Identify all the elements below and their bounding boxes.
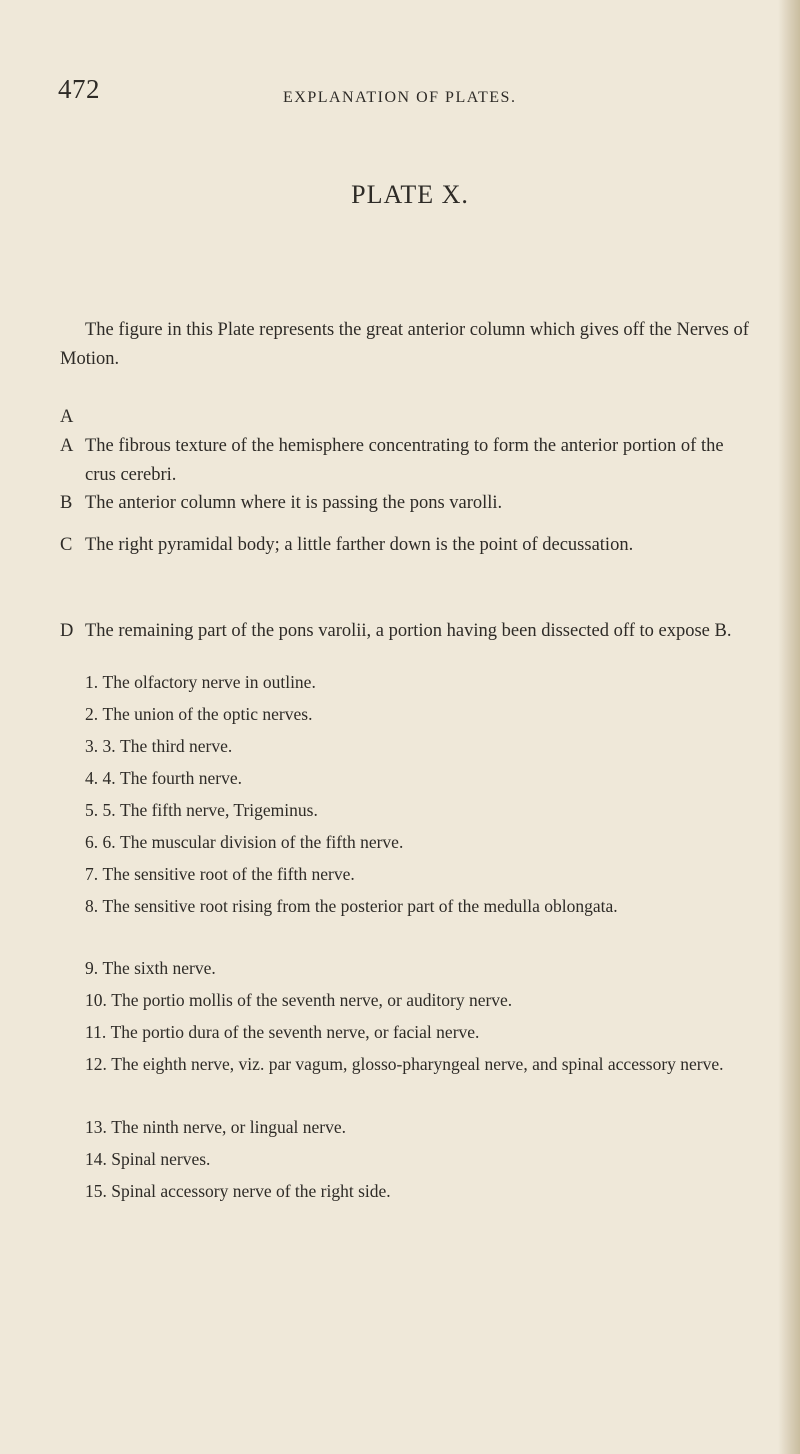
item-text: Spinal nerves.: [111, 1149, 211, 1169]
item-text: The eighth nerve, viz. par vagum, glosso-pharyngeal nerve, and spinal accessory nerve.: [111, 1054, 724, 1074]
item-text: The union of the optic nerves.: [102, 704, 313, 724]
item-number: 12.: [85, 1054, 107, 1074]
item-text: The sensitive root of the fifth nerve.: [102, 864, 355, 884]
list-item: [85, 829, 765, 856]
entry-c: [60, 531, 758, 560]
item-number: 7.: [85, 864, 99, 884]
item-number: 14.: [85, 1149, 107, 1169]
item-number: 13.: [85, 1117, 107, 1137]
entry-text: The anterior column where it is passing the pons varolli.: [85, 493, 503, 513]
list-item: [85, 987, 765, 1014]
running-head: EXPLANATION OF PLATES.: [283, 89, 517, 106]
item-text: The portio dura of the seventh nerve, or facial nerve.: [110, 1022, 480, 1042]
entry-key: D: [60, 621, 74, 641]
item-text: Spinal accessory nerve of the right side.: [111, 1181, 391, 1201]
item-text: The fifth nerve, Trigeminus.: [120, 800, 318, 820]
item-number: 10.: [85, 990, 107, 1010]
list-item: [85, 669, 765, 696]
entry-key: C: [60, 535, 73, 555]
list-item: [85, 1146, 765, 1173]
item-text: The portio mollis of the seventh nerve, or auditory nerve.: [111, 990, 513, 1010]
list-item: [85, 765, 765, 792]
list-item: [85, 733, 765, 760]
item-number: 11.: [85, 1022, 107, 1042]
page-edge-shadow: [778, 0, 800, 1454]
list-item: [85, 1019, 765, 1046]
list-item: [85, 1178, 765, 1205]
item-number: 4. 4.: [85, 768, 116, 788]
item-text: The third nerve.: [120, 736, 233, 756]
item-text: The sensitive root rising from the posterior part of the medulla oblongata.: [102, 896, 618, 916]
list-item: [85, 797, 765, 824]
item-number: 5. 5.: [85, 800, 116, 820]
entry-b: [60, 489, 758, 518]
item-number: 9.: [85, 958, 99, 978]
item-number: 8.: [85, 896, 99, 916]
entry-d: [60, 617, 758, 646]
entry-aa: [60, 403, 758, 490]
list-item: [85, 861, 765, 888]
entry-key: B: [60, 493, 73, 513]
page-number: 472: [58, 74, 100, 104]
entry-key: A A: [60, 407, 74, 456]
list-item: [85, 1051, 765, 1078]
item-number: 15.: [85, 1181, 107, 1201]
list-item: [85, 701, 765, 728]
list-item: [85, 893, 765, 920]
intro-paragraph: The figure in this Plate represents the great anterior column which gives off the Nerves of Motion.: [60, 320, 749, 369]
plate-title: PLATE X.: [351, 180, 469, 209]
item-text: The ninth nerve, or lingual nerve.: [111, 1117, 346, 1137]
entry-text: The fibrous texture of the hemisphere concentrating to form the anterior portion of the crus cerebri.: [85, 436, 724, 485]
item-text: The muscular division of the fifth nerve.: [120, 832, 404, 852]
item-text: The olfactory nerve in outline.: [102, 672, 316, 692]
item-text: The sixth nerve.: [102, 958, 216, 978]
list-item: [85, 1114, 765, 1141]
item-number: 1.: [85, 672, 99, 692]
item-number: 3. 3.: [85, 736, 116, 756]
item-text: The fourth nerve.: [120, 768, 242, 788]
item-number: 6. 6.: [85, 832, 116, 852]
entry-text: The right pyramidal body; a little farther down is the point of decussation.: [85, 535, 634, 555]
item-number: 2.: [85, 704, 99, 724]
entry-text: The remaining part of the pons varolii, a portion having been dissected off to expose B.: [85, 621, 732, 641]
list-item: [85, 955, 765, 982]
